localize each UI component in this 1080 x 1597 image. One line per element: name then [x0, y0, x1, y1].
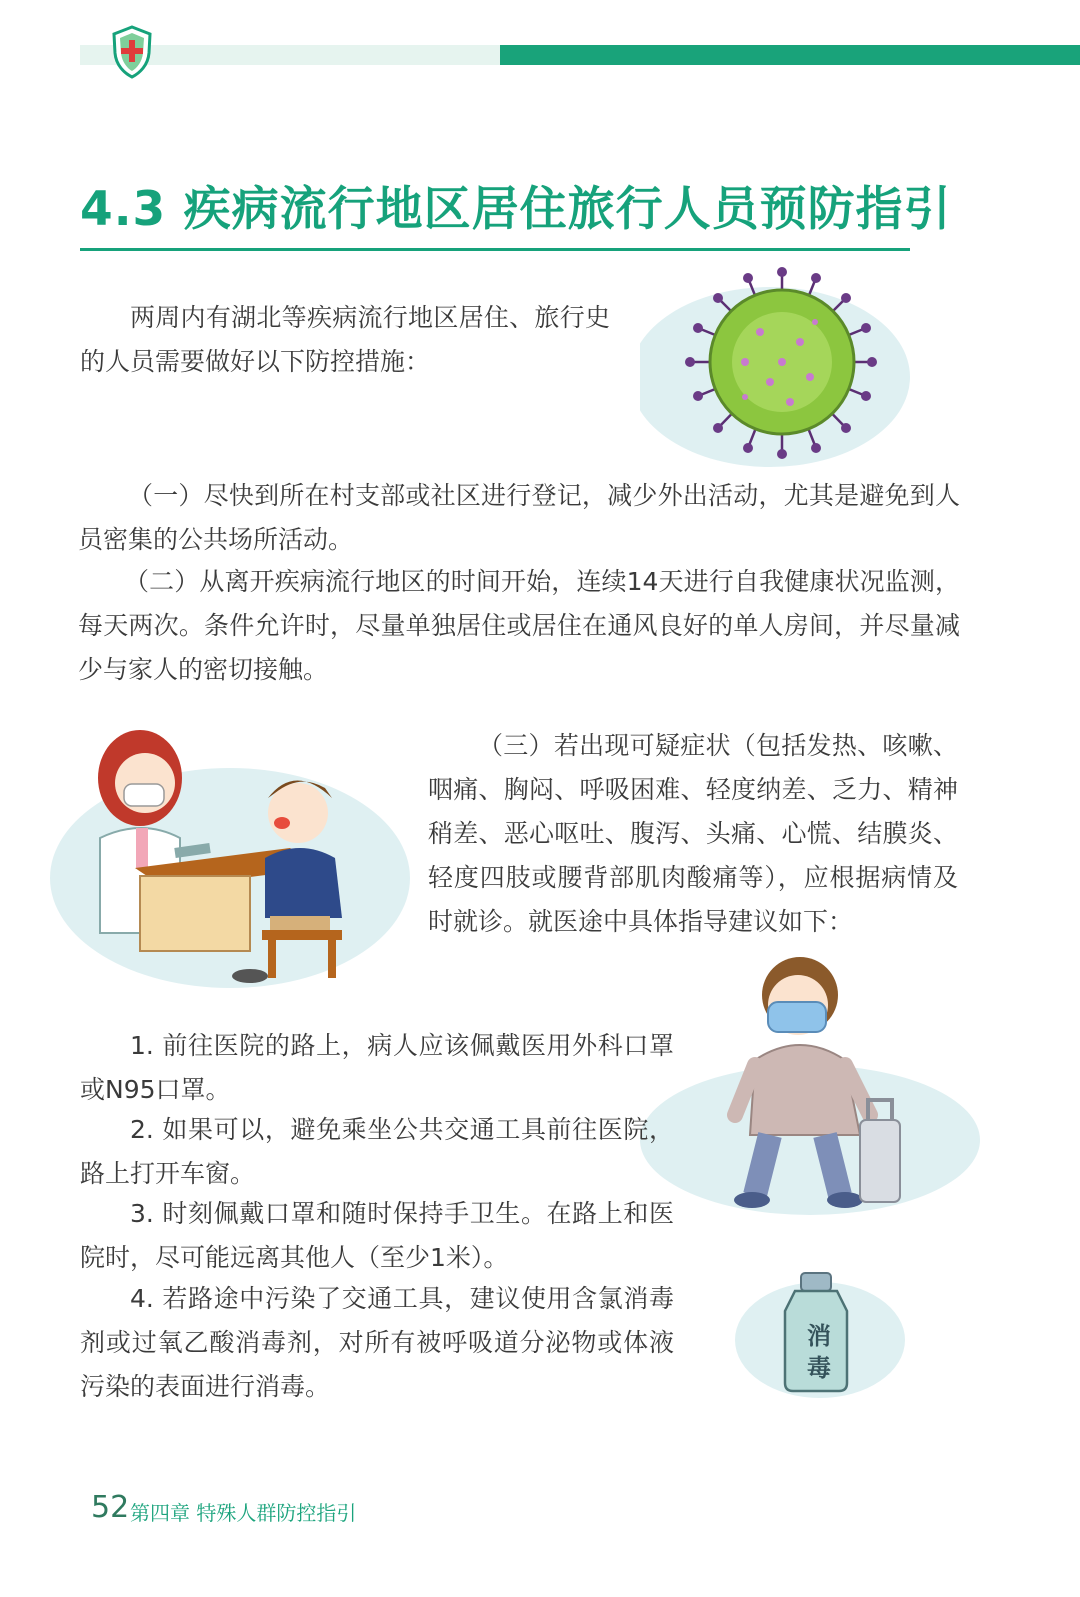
tip-paragraph: 2. 如果可以，避免乘坐公共交通工具前往医院，路上打开车窗。	[80, 1115, 674, 1188]
doctor-patient-illustration	[50, 718, 410, 998]
walking-masked-person-illustration	[640, 950, 980, 1220]
page-title: 4.3 疾病流行地区居住旅行人员预防指引	[80, 182, 952, 237]
header-bar-accent	[500, 45, 1080, 65]
shield-cross-icon	[110, 25, 154, 79]
title-underline	[80, 248, 910, 251]
page-number: 52	[91, 1490, 130, 1525]
tip-paragraph: 3. 时刻佩戴口罩和随时保持手卫生。在路上和医院时，尽可能远离其他人（至少1米）。	[80, 1199, 674, 1272]
measure-paragraph: （三）若出现可疑症状（包括发热、咳嗽、咽痛、胸闷、呼吸困难、轻度纳差、乏力、精神稍差、恶心呕吐、腹泻、头痛、心慌、结膜炎、轻度四肢或腰背部肌肉酸痛等），应根据病情及时就诊。就医途中具体指导建议如下：	[428, 731, 958, 936]
tip-paragraph: 4. 若路途中污染了交通工具，建议使用含氯消毒剂或过氧乙酸消毒剂，对所有被呼吸道分泌物或体液污染的表面进行消毒。	[80, 1284, 674, 1401]
bottle-label: 消毒	[807, 1322, 831, 1382]
chapter-label: 第四章 特殊人群防控指引	[130, 1501, 357, 1525]
measure-paragraph: （一）尽快到所在村支部或社区进行登记，减少外出活动，尤其是避免到人员密集的公共场所活动。	[78, 481, 960, 554]
measure-paragraph: （二）从离开疾病流行地区的时间开始，连续14天进行自我健康状况监测，每天两次。条件允许时，尽量单独居住或居住在通风良好的单人房间，并尽量减少与家人的密切接触。	[78, 567, 960, 684]
virus-illustration	[640, 262, 920, 472]
tip-paragraph: 1. 前往医院的路上，病人应该佩戴医用外科口罩或N95口罩。	[80, 1031, 674, 1104]
intro-paragraph: 两周内有湖北等疾病流行地区居住、旅行史的人员需要做好以下防控措施：	[80, 303, 610, 376]
